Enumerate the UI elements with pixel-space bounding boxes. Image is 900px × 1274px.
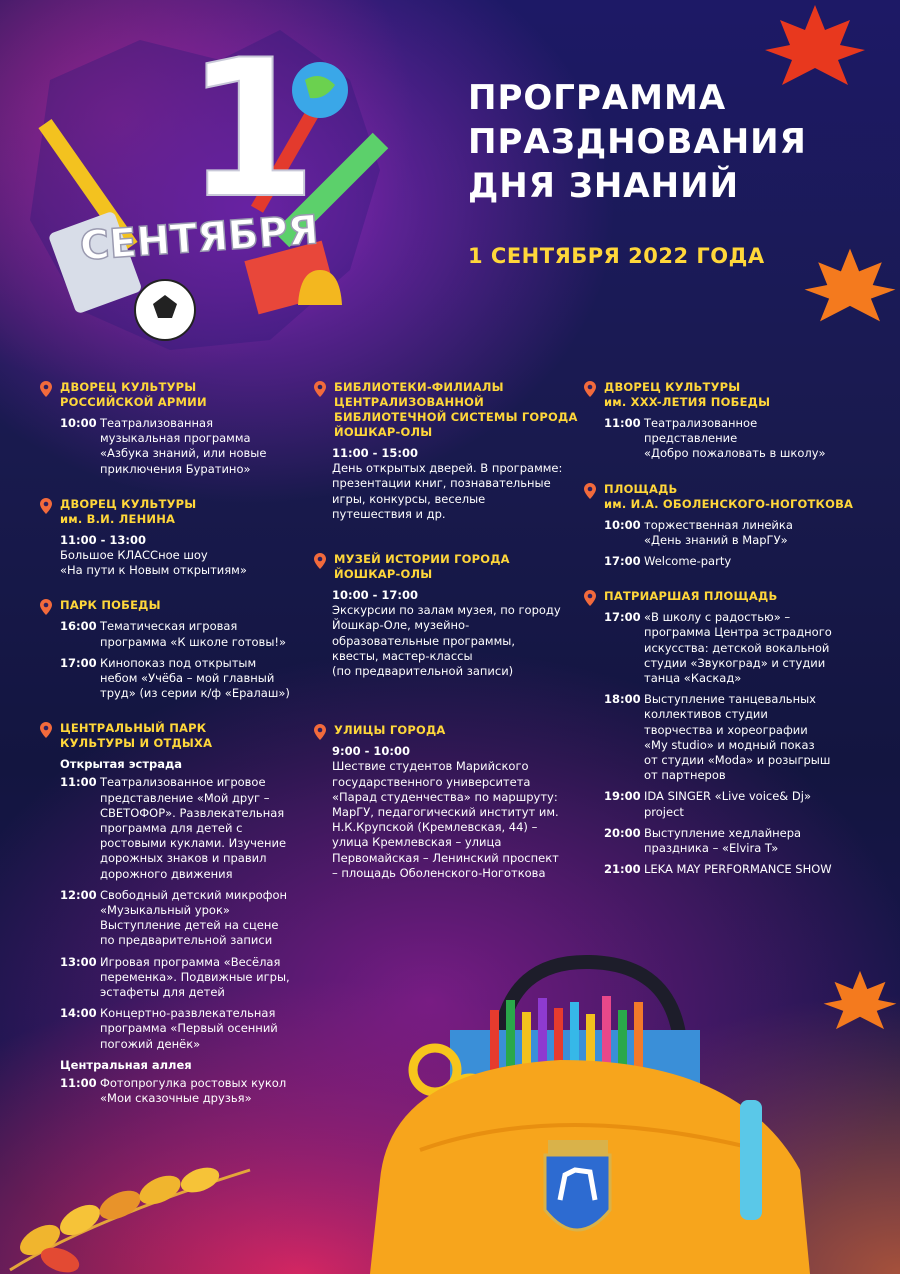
venue-block (40, 598, 310, 701)
location-pin-icon (314, 724, 326, 740)
event-row (604, 518, 884, 548)
event-row (604, 862, 884, 877)
venue-name: ДВОРЕЦ КУЛЬТУРЫ им. XXX-ЛЕТИЯ ПОБЕДЫ (604, 380, 771, 409)
venue-block (314, 552, 584, 679)
event-row (60, 888, 310, 949)
event-row (604, 826, 884, 856)
event-row (60, 1006, 310, 1052)
venue-name: МУЗЕЙ ИСТОРИИ ГОРОДА ЙОШКАР-ОЛЫ (334, 552, 510, 582)
venue-block (40, 721, 310, 1106)
maple-leaf-right (800, 240, 900, 330)
event-time: 11:00 - 13:00 (60, 532, 146, 547)
title-line-3: ДНЯ ЗНАНИЙ (468, 166, 740, 206)
venue-name: ДВОРЕЦ КУЛЬТУРЫ им. В.И. ЛЕНИНА (60, 496, 197, 526)
event-time: 16:00 (60, 619, 97, 634)
event-time: 10:00 (604, 517, 641, 532)
venue-block (314, 723, 584, 881)
branch-leaves-bottom-left (0, 1150, 260, 1274)
event-time: 21:00 (604, 862, 641, 877)
venue-block (584, 482, 884, 570)
location-pin-icon (40, 498, 52, 514)
venue-name: ДВОРЕЦ КУЛЬТУРЫ РОССИЙСКОЙ АРМИИ (60, 380, 207, 409)
event-time: 11:00 - 15:00 (332, 446, 418, 460)
title-line-1: ПРОГРАММА (468, 78, 727, 118)
event-description: Кинопоказ под открытым небом «Учёба – мой главный труд» (из серии к/ф «Ералаш») (100, 655, 290, 701)
program-column-1 (40, 380, 310, 1126)
event-row (60, 619, 310, 649)
event-time: 17:00 (604, 554, 641, 569)
venue-block (584, 380, 884, 462)
event-time: 11:00 (60, 1075, 97, 1090)
event-row (332, 588, 584, 679)
event-description: Свободный детский микрофон «Музыкальный урок» Выступление детей на сцене по предварительной записи (100, 887, 288, 948)
event-time: 17:00 (60, 655, 97, 670)
venue-block (314, 380, 584, 522)
event-time: 17:00 (604, 610, 641, 625)
event-row (604, 610, 884, 686)
event-time: 10:00 (60, 416, 97, 430)
event-description: Большое КЛАССное шоу «На пути к Новым открытиям» (60, 548, 247, 578)
event-time: 14:00 (60, 1006, 97, 1021)
location-pin-icon (584, 483, 596, 499)
event-row (604, 554, 884, 569)
venue-name: ПАТРИАРШАЯ ПЛОЩАДЬ (604, 589, 778, 604)
event-row (60, 775, 310, 881)
event-time: 18:00 (604, 692, 641, 707)
event-row (60, 1076, 310, 1106)
big-one: 1 (185, 20, 318, 240)
city-coat-of-arms-icon (545, 1140, 610, 1230)
event-time: 11:00 (60, 775, 97, 790)
event-description: «В школу с радостью» – программа Центра эстрадного искусства: детской вокальной студии «Звукоград» и студии танца «Каскад» (644, 610, 832, 686)
event-row (60, 955, 310, 1001)
september-word: СЕНТЯБРЯ (78, 207, 321, 270)
venue-name: БИБЛИОТЕКИ-ФИЛИАЛЫ ЦЕНТРАЛИЗОВАННОЙ БИБЛИОТЕЧНОЙ СИСТЕМЫ ГОРОДА ЙОШКАР-ОЛЫ (334, 380, 578, 439)
event-description: Welcome-party (644, 554, 732, 569)
page-title (468, 76, 888, 208)
event-row (60, 416, 310, 477)
event-description: Фотопрогулка ростовых кукол «Мои сказочные друзья» (100, 1075, 287, 1106)
event-row (60, 533, 310, 579)
event-description: Театрализованная музыкальная программа «Азбука знаний, или новые приключения Буратино» (100, 416, 267, 476)
location-pin-icon (314, 381, 326, 397)
event-description: Театрализованное представление «Добро пожаловать в школу» (644, 416, 826, 461)
event-description: торжественная линейка «День знаний в МарГУ» (644, 517, 793, 547)
event-time: 11:00 (604, 416, 641, 430)
event-time: 13:00 (60, 954, 97, 969)
event-description: Концертно-развлекательная программа «Первый осенний погожий денёк» (100, 1006, 278, 1051)
event-time: 12:00 (60, 887, 97, 902)
event-time: 20:00 (604, 825, 641, 840)
venue-block (40, 497, 310, 579)
location-pin-icon (584, 590, 596, 606)
venue-name: ЦЕНТРАЛЬНЫЙ ПАРК КУЛЬТУРЫ И ОТДЫХА (60, 721, 213, 751)
venue-name: ПАРК ПОБЕДЫ (60, 598, 161, 613)
location-pin-icon (40, 381, 52, 397)
venue-block (584, 589, 884, 877)
event-description: День открытых дверей. В программе: презентации книг, познавательные игры, конкурсы, веселые путешествия и др. (332, 461, 563, 521)
event-time: 19:00 (604, 789, 641, 804)
subvenue-label: Открытая эстрада (60, 757, 183, 772)
venue-name: УЛИЦЫ ГОРОДА (334, 723, 446, 738)
event-description: IDA SINGER «Live voice& Dj» project (644, 789, 812, 819)
event-time: 9:00 - 10:00 (332, 744, 410, 759)
event-row (332, 446, 584, 522)
venue-block (40, 380, 310, 477)
program-column-2 (314, 380, 584, 901)
backpack-illustration (360, 950, 830, 1274)
venue-name: ПЛОЩАДЬ им. И.А. ОБОЛЕНСКОГО-НОГОТКОВА (604, 481, 854, 511)
event-row (604, 692, 884, 783)
event-row (604, 789, 884, 819)
maple-leaf-bottom-right (820, 950, 900, 1050)
event-description: Шествие студентов Марийского государственного университета «Парад студенчества» по маршруту: МарГУ, педагогический институт им. Н.К.Крупской (Кремлевская, 44) – улица Кремлевская – улица Первомайская – Ленинский проспект – площадь Оболенского-Ноготкова (332, 759, 559, 880)
title-line-2: ПРАЗДНОВАНИЯ (468, 122, 807, 162)
september-1-illustration (20, 20, 450, 360)
event-description: Театрализованное игровое представление «Мой друг – СВЕТОФОР». Развлекательная программа для детей с ростовыми куклами. Изучение дорожных знаков и правил дорожного движения (100, 775, 287, 881)
event-description: Выступление хедлайнера праздника – «Elvira T» (644, 825, 802, 856)
event-time: 10:00 - 17:00 (332, 588, 418, 603)
event-description: Игровая программа «Весёлая переменка». Подвижные игры, эстафеты для детей (100, 954, 290, 1000)
event-description: Выступление танцевальных коллективов студии творчества и хореографии «My studio» и модный показ от студии «Moda» и розыгрыш от партнеров (644, 692, 831, 783)
event-description: Тематическая игровая программа «К школе готовы!» (100, 619, 287, 649)
subvenue-label: Центральная аллея (60, 1057, 192, 1072)
location-pin-icon (584, 381, 596, 397)
event-description: LEKA MAY PERFORMANCE SHOW (644, 862, 832, 877)
program-column-3 (584, 380, 884, 897)
event-date: 1 СЕНТЯБРЯ 2022 ГОДА (468, 244, 765, 268)
event-row (60, 656, 310, 702)
event-row (332, 744, 584, 881)
location-pin-icon (40, 599, 52, 615)
event-description: Экскурсии по залам музея, по городу Йошкар-Оле, музейно- образовательные программы, квесты, мастер-классы (по предварительной записи) (332, 603, 561, 679)
location-pin-icon (40, 722, 52, 738)
location-pin-icon (314, 553, 326, 569)
event-row (604, 416, 884, 462)
